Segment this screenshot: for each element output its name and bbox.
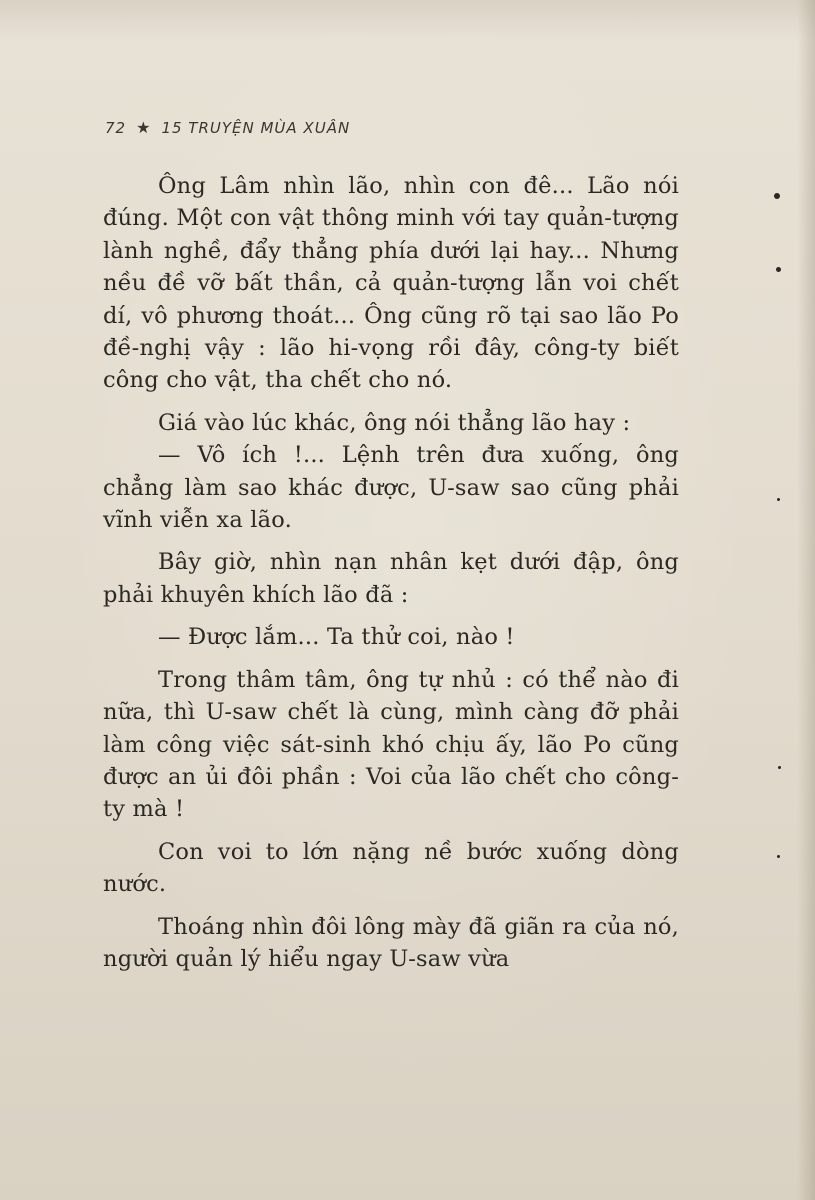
paragraph: Giá vào lúc khác, ông nói thẳng lão hay : [158, 409, 631, 436]
paragraph: Thoáng nhìn đôi lông mày đã giãn ra của nó, người quản lý hiểu ngay U-saw vừa [103, 913, 679, 972]
page-number: 72 [105, 119, 127, 137]
paragraph: Con voi to lớn nặng nề bước xuống dòng nước. [103, 838, 679, 898]
star-icon: ★ [136, 118, 152, 137]
paper-stain [0, 0, 815, 40]
paragraph: Trong thâm tâm, ông tự nhủ : có thể nào đi nữa, thì U-saw chết là cùng, mình càng đỡ phải làm công việc sát-sinh khó chịu ấy, lão Po cũng được an ủi đôi phần : Voi của lão chết cho công-ty mà ! [103, 666, 679, 823]
running-header [105, 118, 350, 137]
paragraph: — Vô ích !... Lệnh trên đưa xuống, ông chẳng làm sao khác được, U-saw sao cũng phải vĩnh viễn xa lão. [103, 442, 679, 534]
book-title: 15 TRUYỆN MÙA XUÂN [161, 119, 351, 137]
page-edge-shadow [797, 0, 815, 1200]
body-text [103, 170, 679, 975]
paragraph: Ông Lâm nhìn lão, nhìn con đê... Lão nói đúng. Một con vật thông minh với tay quản-tượng lành nghề, đẩy thẳng phía dưới lại hay... Nhưng nều đề vỡ bất thần, cả quản-tượng lẫn voi chết dí, vô phương thoát... Ông cũng rõ tại sao lão Po đề-nghị vậy : lão hi-vọng rồi đây, công-ty biết công cho vật, tha chết cho nó. [103, 173, 679, 394]
paragraph: Bây giờ, nhìn nạn nhân kẹt dưới đập, ông phải khuyên khích lão đã : [103, 549, 679, 608]
paragraph: — Được lắm... Ta thử coi, nào ! [158, 624, 515, 651]
